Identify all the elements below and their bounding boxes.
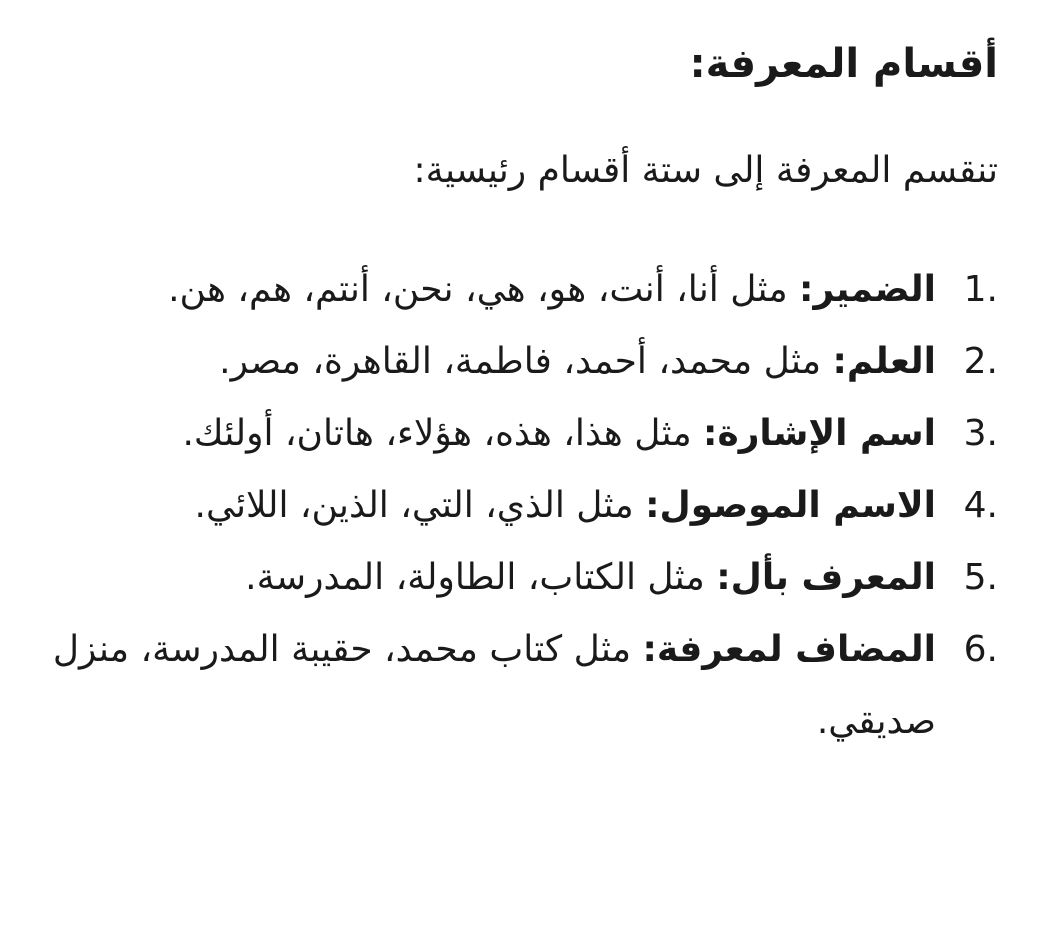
list-item xyxy=(50,470,998,542)
list-item-number: 2. xyxy=(963,341,998,382)
list-item-content xyxy=(50,470,936,542)
list-item-content xyxy=(50,542,936,614)
definiteness-list xyxy=(50,254,998,758)
list-item-text: مثل هذا، هذه، هؤلاء، هاتان، أولئك. xyxy=(182,413,704,454)
list-item-text: مثل الكتاب، الطاولة، المدرسة. xyxy=(245,557,717,598)
list-item-content xyxy=(50,326,936,398)
list-item xyxy=(50,614,998,758)
list-item-term: المعرف بأل: xyxy=(716,557,936,598)
list-item-text: مثل كتاب محمد، حقيبة المدرسة، منزل صديقي. xyxy=(52,629,936,742)
list-item-text: مثل محمد، أحمد، فاطمة، القاهرة، مصر. xyxy=(219,341,833,382)
list-item-term: الضمير: xyxy=(799,269,936,310)
list-item-number: 6. xyxy=(963,629,998,670)
list-item-content xyxy=(50,398,936,470)
list-item-number: 4. xyxy=(963,485,998,526)
list-item-number: 5. xyxy=(963,557,998,598)
list-item-number: 3. xyxy=(963,413,998,454)
list-item-term: الاسم الموصول: xyxy=(645,485,936,526)
list-item xyxy=(50,326,998,398)
section-heading: أقسام المعرفة: xyxy=(689,41,998,87)
list-item-term: العلم: xyxy=(832,341,936,382)
list-item xyxy=(50,398,998,470)
list-item-text: مثل أنا، أنت، هو، هي، نحن، أنتم، هم، هن. xyxy=(168,269,800,310)
list-item-term: المضاف لمعرفة: xyxy=(642,629,936,670)
list-item-term: اسم الإشارة: xyxy=(703,413,936,454)
list-item-text: مثل الذي، التي، الذين، اللائي. xyxy=(194,485,646,526)
list-item-content xyxy=(50,254,936,326)
list-item-content xyxy=(50,614,936,758)
list-item xyxy=(50,542,998,614)
list-item xyxy=(50,254,998,326)
intro-paragraph: تنقسم المعرفة إلى ستة أقسام رئيسية: xyxy=(413,150,998,191)
list-item-number: 1. xyxy=(963,269,998,310)
